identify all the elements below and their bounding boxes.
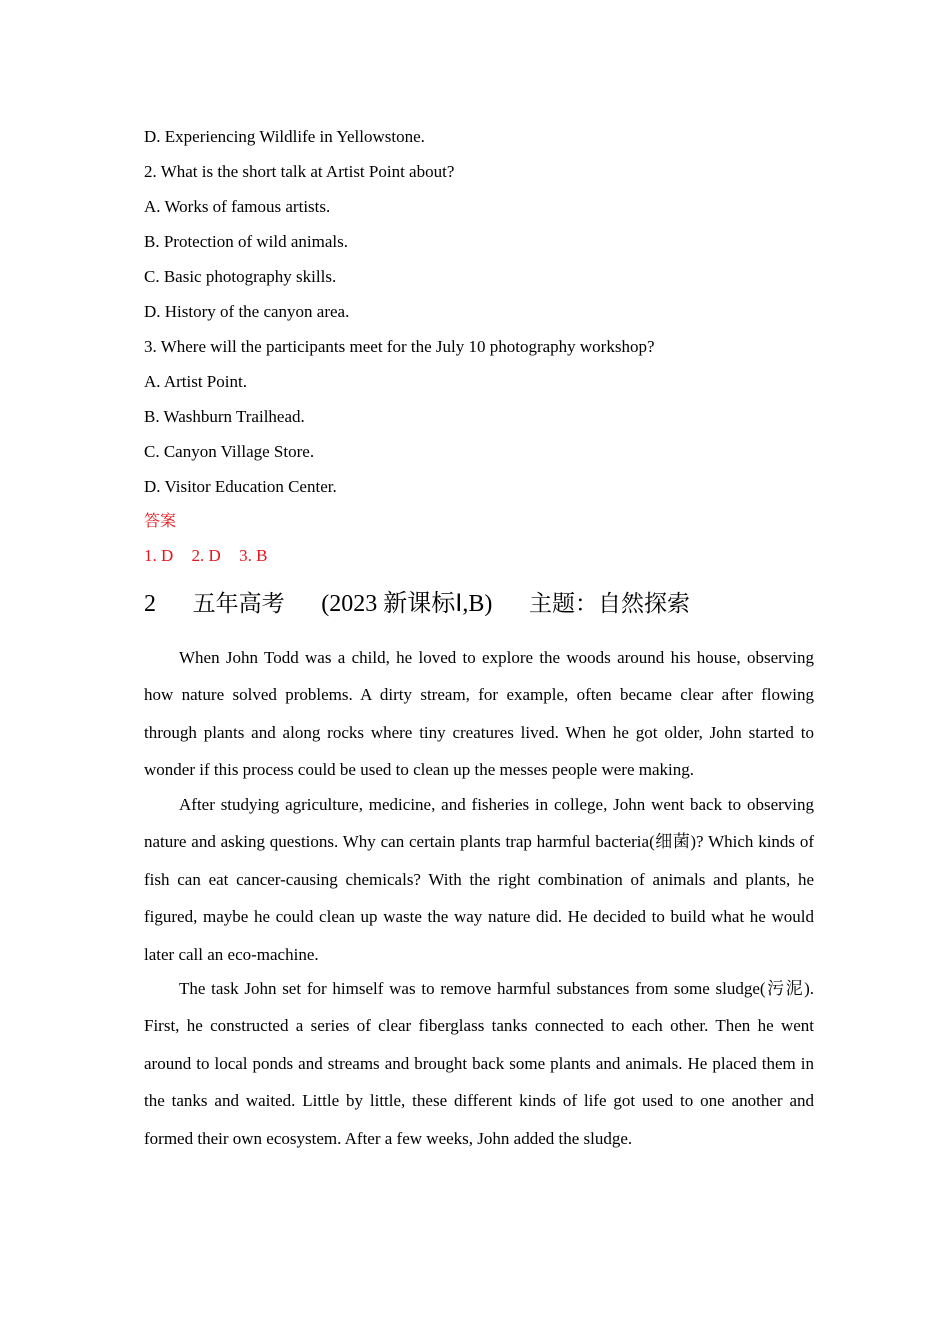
section-title: 五年高考 bbox=[192, 591, 285, 617]
section-theme: 主题：自然探索 bbox=[528, 591, 690, 617]
answer-2: 2. D bbox=[191, 546, 221, 565]
q3-option-d: D. Visitor Education Center. bbox=[144, 477, 337, 496]
q3-option-b: B. Washburn Trailhead. bbox=[144, 407, 305, 426]
passage-paragraph-3: The task John set for himself was to remove harmful substances from some sludge(污泥). First, he constructed a series of clear fiberglass tanks connected to each other. Then he went around to local ponds and streams and brought back some plants and animals. He placed them in the tanks and waited. Little by little, these different kinds of life got used to one another and formed their own ecosystem. After a few weeks, John added the sludge. bbox=[144, 979, 814, 1148]
passage-paragraph-2: After studying agriculture, medicine, and fisheries in college, John went back to observing nature and asking questions. Why can certain plants trap harmful bacteria(细菌)? Which kinds of fish can eat cancer-causing chemicals? With the right combination of animals and plants, he figured, maybe he could clean up waste the way nature did. He decided to build what he would later call an eco-machine. bbox=[144, 795, 814, 964]
section-heading bbox=[144, 588, 690, 620]
q2-stem: 2. What is the short talk at Artist Point about? bbox=[144, 162, 455, 181]
section-source: (2023 新课标Ⅰ,B) bbox=[321, 591, 493, 617]
answer-1: 1. D bbox=[144, 546, 174, 565]
q3-option-c: C. Canyon Village Store. bbox=[144, 442, 315, 461]
q3-option-a: A. Artist Point. bbox=[144, 372, 247, 391]
answer-3: 3. B bbox=[239, 546, 268, 565]
q2-option-b: B. Protection of wild animals. bbox=[144, 232, 348, 251]
q2-option-c: C. Basic photography skills. bbox=[144, 267, 337, 286]
section-number: 2 bbox=[144, 591, 156, 617]
q2-option-d: D. History of the canyon area. bbox=[144, 302, 350, 321]
q1-option-d: D. Experiencing Wildlife in Yellowstone. bbox=[144, 127, 425, 146]
answer-list bbox=[144, 545, 281, 567]
passage-paragraph-1: When John Todd was a child, he loved to explore the woods around his house, observing how nature solved problems. A dirty stream, for example, often became clear after flowing through plants and along rocks where tiny creatures lived. When he got older, John started to wonder if this process could be used to clean up the messes people were making. bbox=[144, 648, 814, 780]
q3-stem: 3. Where will the participants meet for the July 10 photography workshop? bbox=[144, 337, 655, 356]
answer-label: 答案 bbox=[144, 511, 177, 530]
q2-option-a: A. Works of famous artists. bbox=[144, 197, 331, 216]
